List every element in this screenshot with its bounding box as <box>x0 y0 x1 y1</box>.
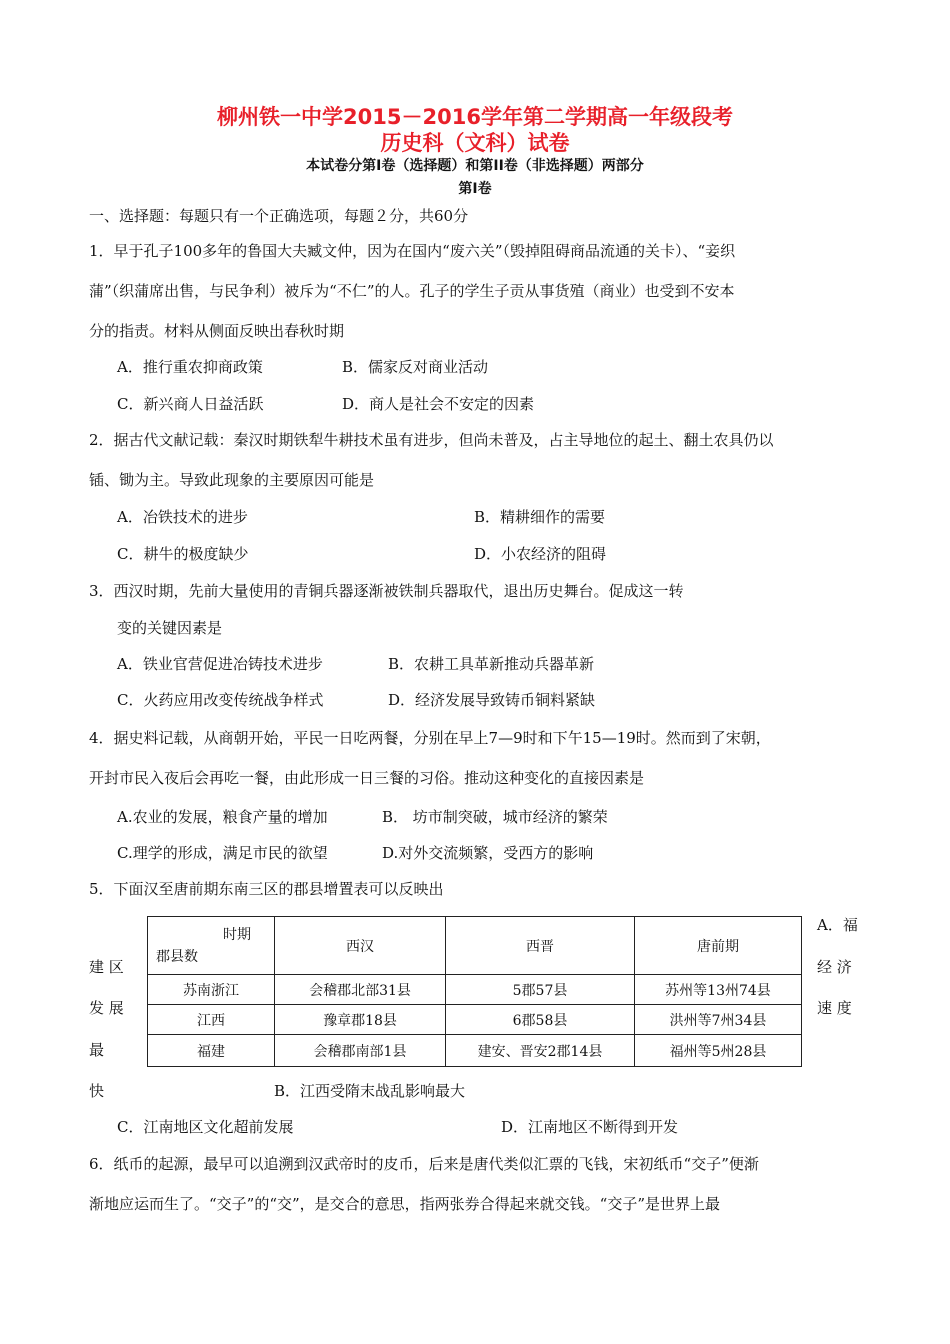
q1-line3: 分的指责。材料从侧面反映出春秋时期 <box>89 322 345 340</box>
q1-line2: 蒲”（织蒲席出售，与民争利）被斥为“不仁”的人。孔子的学生子贡从事货殖（商业）也受到不安本 <box>89 282 735 300</box>
q2-line1: 2．据古代文献记载：秦汉时期铁犁牛耕技术虽有进步，但尚未普及，占主导地位的起土、翻土农具仍以 <box>89 431 774 449</box>
table-cell: 苏州等13州74县 <box>635 975 802 1005</box>
table-row <box>148 1035 802 1067</box>
q1-option-a: A．推行重农抑商政策 <box>117 358 263 376</box>
section-heading: 一、选择题：每题只有一个正确选项，每题２分，共60分 <box>89 207 469 225</box>
exam-title-line2: 历史科（文科）试卷 <box>380 131 570 155</box>
q1-line1: 1．早于孔子100多年的鲁国大夫臧文仲，因为在国内“废六关”（毁掉阻碍商品流通的关卡）、“妾织 <box>89 242 736 260</box>
col-header-xihan: 西汉 <box>275 917 446 975</box>
q5-option-a-part6: 最 <box>89 1041 105 1059</box>
q5-option-a-part3: 速 度 <box>817 999 852 1017</box>
q5-option-a-part7: 快 <box>89 1082 105 1100</box>
q1-option-b: B．儒家反对商业活动 <box>342 358 489 376</box>
q5-option-b: B．江西受隋末战乱影响最大 <box>274 1082 466 1100</box>
table-cell: 洪州等7州34县 <box>635 1005 802 1035</box>
table-row <box>148 975 802 1005</box>
q1-option-d: D．商人是社会不安定的因素 <box>342 395 535 413</box>
q4-option-a: A.农业的发展，粮食产量的增加 <box>117 808 328 826</box>
q3-line1: 3．西汉时期，先前大量使用的青铜兵器逐渐被铁制兵器取代，退出历史舞台。促成这一转 <box>89 582 684 600</box>
q3-option-b: B．农耕工具革新推动兵器革新 <box>388 655 595 673</box>
q6-line1: 6．纸币的起源，最早可以追溯到汉武帝时的皮币，后来是唐代类似汇票的飞钱，宋初纸币“交子”便渐 <box>89 1155 759 1173</box>
q3-option-d: D．经济发展导致铸币铜料紧缺 <box>388 691 596 709</box>
q2-option-c: C．耕牛的极度缺少 <box>117 545 249 563</box>
q2-option-a: A．冶铁技术的进步 <box>117 508 248 526</box>
table-cell: 6郡58县 <box>446 1005 635 1035</box>
q3-option-a: A．铁业官营促进冶铸技术进步 <box>117 655 323 673</box>
exam-subtitle: 本试卷分第I卷（选择题）和第II卷（非选择题）两部分 <box>306 158 644 174</box>
table-cell: 豫章郡18县 <box>275 1005 446 1035</box>
row-region: 江西 <box>148 1005 275 1035</box>
row-region: 苏南浙江 <box>148 975 275 1005</box>
q5-option-a-part1: A．福 <box>817 916 858 934</box>
q2-line2: 锸、锄为主。导致此现象的主要原因可能是 <box>89 471 375 489</box>
q2-option-b: B．精耕细作的需要 <box>474 508 606 526</box>
q5-stem: 5．下面汉至唐前期东南三区的郡县增置表可以反映出 <box>89 880 444 898</box>
q5-option-c: C．江南地区文化超前发展 <box>117 1118 294 1136</box>
q1-option-c: C．新兴商人日益活跃 <box>117 395 264 413</box>
exam-title-line1: 柳州铁一中学2015－2016学年第二学期高一年级段考 <box>217 105 733 129</box>
q5-option-a-part4: 建 区 <box>89 958 124 976</box>
table-cell: 会稽郡南部1县 <box>275 1035 446 1067</box>
q3-line2: 变的关键因素是 <box>117 619 223 637</box>
table-row <box>148 1005 802 1035</box>
q4-option-c: C.理学的形成，满足市民的欲望 <box>117 844 328 862</box>
q5-option-a-part2: 经 济 <box>817 958 852 976</box>
q2-option-d: D．小农经济的阻碍 <box>474 545 607 563</box>
q4-line2: 开封市民入夜后会再吃一餐，由此形成一日三餐的习俗。推动这种变化的直接因素是 <box>89 769 645 787</box>
row-region: 福建 <box>148 1035 275 1067</box>
col-header-tang: 唐前期 <box>635 917 802 975</box>
q3-option-c: C．火药应用改变传统战争样式 <box>117 691 324 709</box>
q5-option-a-part5: 发 展 <box>89 999 124 1017</box>
part-label: 第I卷 <box>458 181 492 197</box>
county-table <box>147 916 802 1067</box>
q4-option-d: D.对外交流频繁，受西方的影响 <box>382 844 594 862</box>
q4-option-b: B． 坊市制突破，城市经济的繁荣 <box>382 808 608 826</box>
q5-option-d: D．江南地区不断得到开发 <box>501 1118 679 1136</box>
q6-line2: 渐地应运而生了。“交子”的“交”，是交合的意思，指两张券合得起来就交钱。“交子”是世界上最 <box>89 1195 721 1213</box>
table-cell: 福州等5州28县 <box>635 1035 802 1067</box>
table-cell: 会稽郡北部31县 <box>275 975 446 1005</box>
corner-label-period: 时期 <box>223 926 251 943</box>
q4-line1: 4．据史料记载，从商朝开始，平民一日吃两餐，分别在早上7—9时和下午15—19时。然而到了宋朝， <box>89 729 771 747</box>
corner-label-counties: 郡县数 <box>156 948 198 965</box>
table-cell: 5郡57县 <box>446 975 635 1005</box>
table-corner-cell <box>148 917 275 975</box>
table-cell: 建安、晋安2郡14县 <box>446 1035 635 1067</box>
col-header-xijin: 西晋 <box>446 917 635 975</box>
